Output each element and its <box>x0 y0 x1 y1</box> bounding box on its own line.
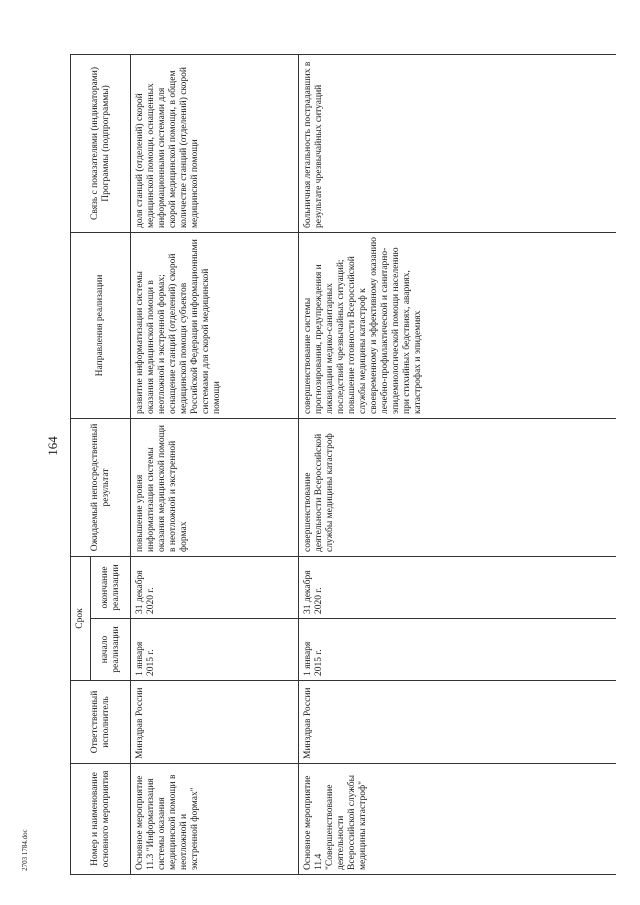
header-end: окончание реализации <box>91 556 131 618</box>
cell-link: больничная летальность пострадавших в результате чрезвычайных ситуаций <box>299 54 616 232</box>
cell-directions: совершенствование системы прогнозирования, предупреждения и ликвидации медико-санитарных последствий чрезвычайных ситуаций; повышение готовности Всероссийской службы медицины катастроф к своевременному и эффективному оказанию лечебно-профилактической и санитарно-эпидемиологической помощи населению при стихийных бедствиях, авариях, катастрофах и эпидемиях <box>299 232 616 418</box>
header-term: Срок <box>71 556 91 680</box>
cell-number-name: Основное мероприятие 11.4 "Совершенствование деятельности Всероссийской службы медицины катастроф" <box>299 764 616 875</box>
document-code: 2703 1784.doc <box>21 829 29 871</box>
header-link: Связь с показателями (индикаторами) Программы (подпрограммы) <box>71 54 131 232</box>
cell-directions: развитие информатизации системы оказания медицинской помощи в неотложной и экстренной формах; оснащение станций (отделений) скорой медицинской помощи субъектов Российской Федерации информационными системами для скорой медицинской помощи <box>131 232 299 418</box>
cell-end: 31 декабря 2020 г. <box>131 556 299 618</box>
cell-link: доля станций (отделений) скорой медицинской помощи, оснащенных информационными системами для скорой медицинской помощи, в общем количестве станций (отделений) скорой медицинской помощи <box>131 54 299 232</box>
cell-expected-result: совершенствование деятельности Всероссийской службы медицины катастроф <box>299 418 616 556</box>
cell-number-name: Основное мероприятие 11.3 "Информатизация системы оказания медицинской помощи в неотложной и экстренной формах" <box>131 764 299 875</box>
header-responsible: Ответственный исполнитель <box>71 681 131 764</box>
header-expected-result: Ожидаемый непосредственный результат <box>71 418 131 556</box>
table-row <box>299 54 616 874</box>
table-row <box>131 54 299 874</box>
cell-responsible: Минздрав России <box>131 681 299 764</box>
header-directions: Направления реализации <box>71 232 131 418</box>
cell-responsible: Минздрав России <box>299 681 616 764</box>
header-start: начало реализации <box>91 619 131 681</box>
page-number: 164 <box>45 436 60 456</box>
cell-end: 31 декабря 2020 г. <box>299 556 616 618</box>
rotated-table-wrapper <box>70 55 615 875</box>
header-number-name: Номер и наименование основного мероприятия <box>71 764 131 875</box>
cell-start: 1 января 2015 г. <box>299 619 616 681</box>
activities-table <box>70 54 616 875</box>
cell-start: 1 января 2015 г. <box>131 619 299 681</box>
cell-expected-result: повышение уровня информатизации системы оказания медицинской помощи в неотложной и экстренной формах <box>131 418 299 556</box>
